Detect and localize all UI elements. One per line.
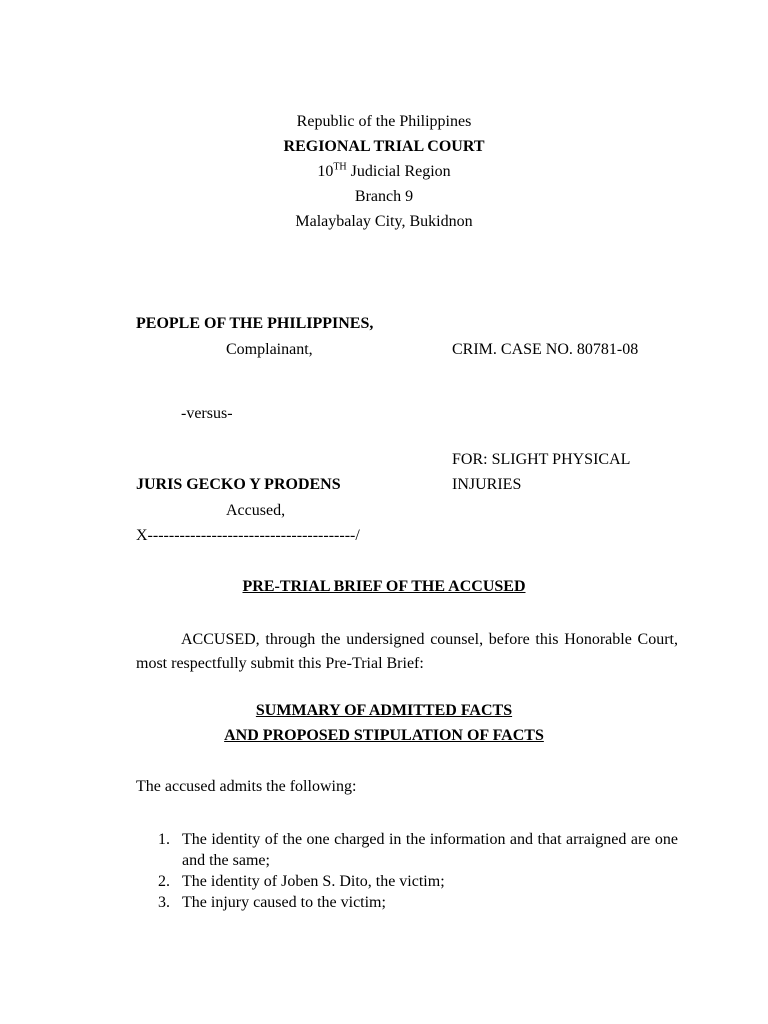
header-court: REGIONAL TRIAL COURT: [283, 138, 485, 155]
list-item-number: 2.: [158, 873, 170, 890]
list-item-text: The identity of the one charged in the information and that arraigned are one and the same;: [182, 831, 678, 869]
list-item-number: 3.: [158, 894, 170, 911]
case-number: CRIM. CASE NO. 80781-08: [452, 341, 639, 358]
header-republic: Republic of the Philippines: [296, 113, 472, 130]
list-item-number: 1.: [158, 831, 170, 848]
intro-paragraph: ACCUSED, through the undersigned counsel, before this Honorable Court, most respectfully submit this Pre-Trial Brief:: [136, 631, 678, 672]
offense-line-2: INJURIES: [452, 476, 522, 493]
header-region-number: 10: [317, 163, 334, 180]
accused-role: Accused,: [226, 502, 286, 519]
header-region-label: Judicial Region: [346, 163, 451, 180]
list-item: [136, 829, 678, 871]
header-region: [0, 163, 768, 181]
section-lead: The accused admits the following:: [136, 778, 357, 795]
admitted-facts-list: [136, 829, 678, 913]
plaintiff-role: Complainant,: [226, 341, 313, 358]
caption-divider: X---------------------------------------/: [136, 527, 360, 544]
list-item-text: The identity of Joben S. Dito, the victim;: [182, 873, 445, 890]
section-heading-line-2: AND PROPOSED STIPULATION OF FACTS: [224, 727, 544, 744]
plaintiff-name: PEOPLE OF THE PHILIPPINES,: [136, 315, 374, 332]
document-title: PRE-TRIAL BRIEF OF THE ACCUSED: [242, 578, 526, 595]
header-branch: Branch 9: [354, 188, 414, 205]
accused-name: JURIS GECKO Y PRODENS: [136, 476, 341, 493]
header-location: Malaybalay City, Bukidnon: [295, 213, 473, 230]
list-item: [136, 892, 678, 913]
list-item: [136, 871, 678, 892]
offense-line-1: FOR: SLIGHT PHYSICAL: [452, 451, 631, 468]
section-heading-line-1: SUMMARY OF ADMITTED FACTS: [255, 702, 513, 719]
header-region-suffix: TH: [333, 161, 347, 173]
list-item-text: The injury caused to the victim;: [182, 894, 386, 911]
versus-label: -versus-: [181, 405, 233, 422]
